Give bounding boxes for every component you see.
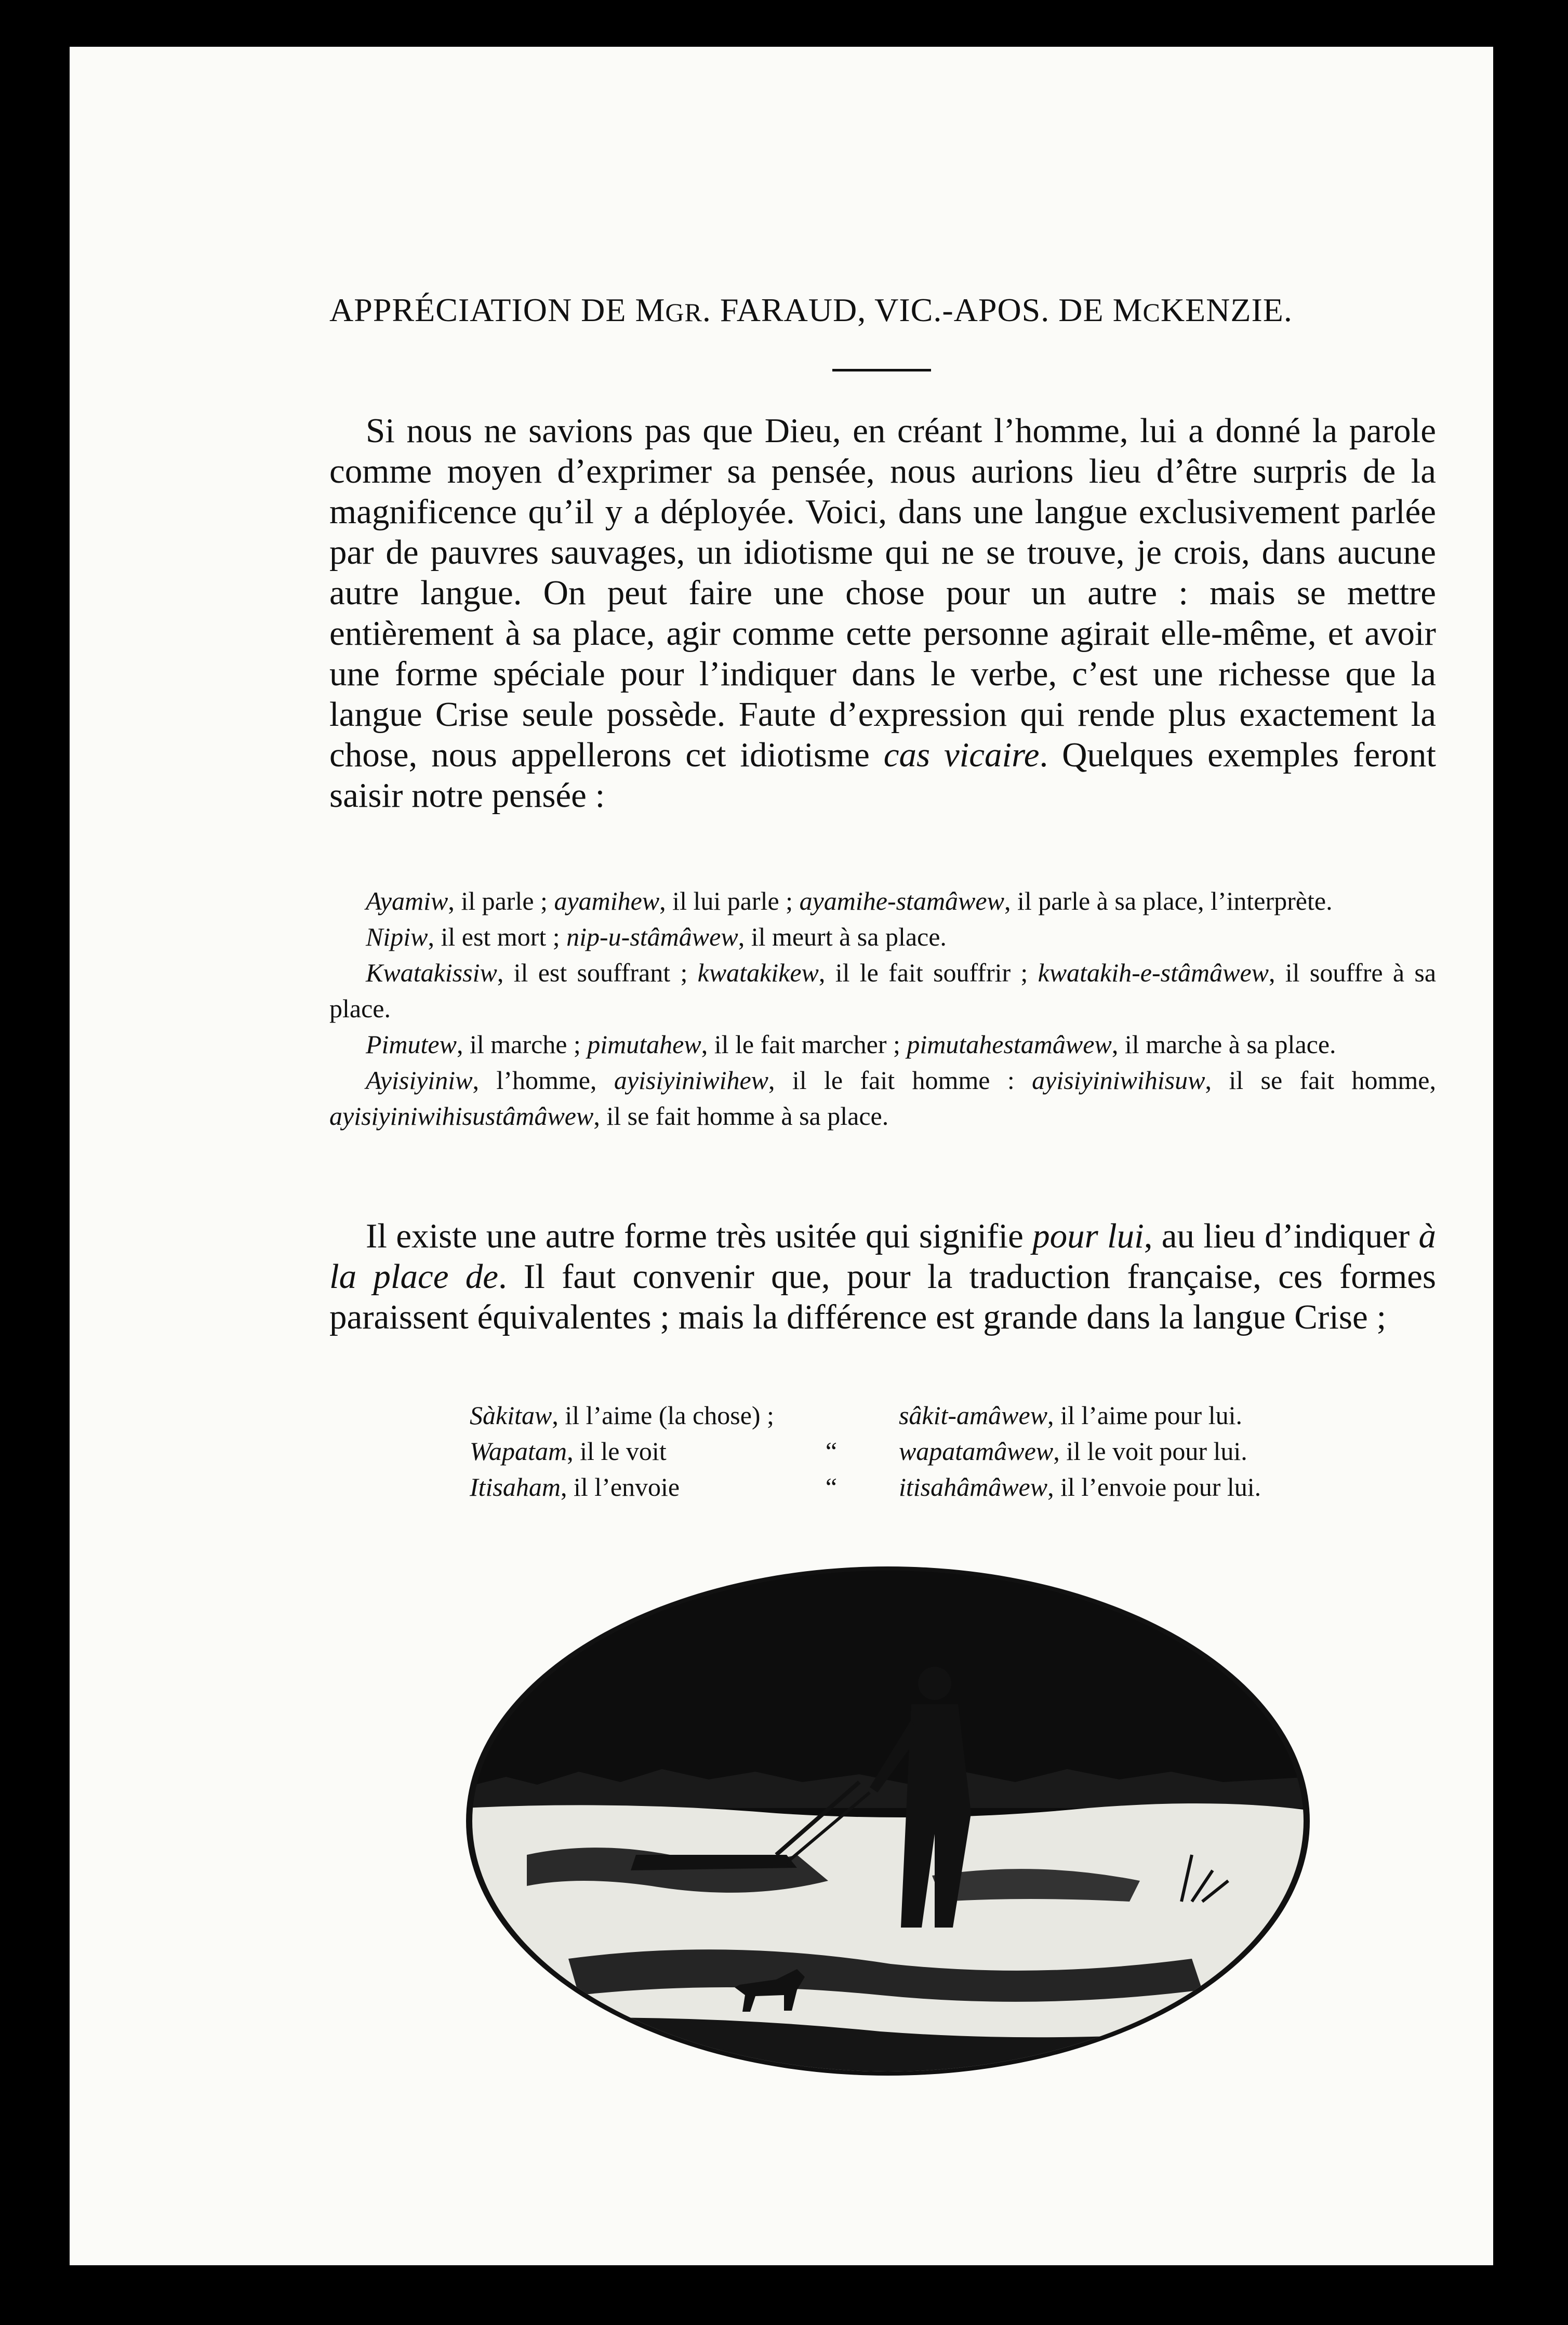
- example-item: Kwatakissiw, il est souffrant ; kwatakikew, il le fait souffrir ; kwatakih-e-stâmâwew, il souffre à sa place.: [329, 958, 1437, 1023]
- table-row: Sàkitaw, il l’aime (la chose) ; sâkit-amâwew, il l’aime pour lui.: [470, 1401, 1242, 1430]
- example-item: Nipiw, il est mort ; nip-u-stâmâwew, il meurt à sa place.: [366, 922, 947, 951]
- vicarious-table: [470, 1398, 1266, 1505]
- page-sheet: [70, 47, 1493, 2265]
- title-part: KENZIE.: [1160, 291, 1293, 328]
- table-row: Wapatam, il le voit “ wapatamâwew, il le voit pour lui.: [470, 1437, 1247, 1466]
- examples-list: [329, 883, 1436, 1134]
- winter-scene-illustration: [464, 1564, 1311, 2078]
- title-part: M: [1112, 291, 1143, 328]
- title-part: . FARAUD, VIC.-APOS. DE: [702, 291, 1113, 328]
- title-rule: [832, 369, 931, 371]
- example-item: Pimutew, il marche ; pimutahew, il le fait marcher ; pimutahestamâwew, il marche à sa place.: [366, 1030, 1336, 1059]
- paragraph-1: [329, 410, 1436, 816]
- table-row: Itisaham, il l’envoie “ itisahâmâwew, il l’envoie pour lui.: [470, 1472, 1261, 1502]
- example-item: Ayamiw, il parle ; ayamihew, il lui parle ; ayamihe-stamâwew, il parle à sa place, l’interprète.: [366, 886, 1333, 915]
- paragraph-2: Il existe une autre forme très usitée qui signifie pour lui, au lieu d’indiquer à la place de. Il faut convenir que, pour la traduction française, ces formes paraissent équivalentes ; mais la différence est grande dans la langue Crise ;: [329, 1217, 1437, 1336]
- para-text: . Quelques exemples feront saisir notre pensée :: [329, 736, 1436, 815]
- para-italic: cas vicaire: [883, 736, 1040, 774]
- title-part: GR: [665, 298, 702, 327]
- para-text: Si nous ne savions pas que Dieu, en créant l’homme, lui a donné la parole comme moyen d’exprimer sa pensée, nous aurions lieu d’être surpris de la magnificence qu’il y a déployée. Voici, dans une langue exclusivement parlée par de pauvres sauvages, un idiotisme qui ne se trouve, je crois, dans aucune autre langue. On peut faire une chose pour un autre : mais se mettre entièrement à sa place, agir comme cette personne agirait elle-même, et avoir une forme spéciale pour l’indiquer dans le verbe, c’est une richesse que la langue Crise seule possède. Faute d’expression qui rende plus exactement la chose, nous appellerons cet idiotisme: [329, 411, 1436, 774]
- example-item: Ayisiyiniw, l’homme, ayisiyiniwihew, il le fait homme : ayisiyiniwihisuw, il se fait homme, ayisiyiniwihisustâmâwew, il se fait homme à sa place.: [329, 1066, 1436, 1131]
- title-part: C: [1142, 298, 1161, 327]
- title-part: APPRÉCIATION DE: [329, 291, 635, 328]
- page-title: [329, 291, 1436, 329]
- title-part: M: [635, 291, 666, 328]
